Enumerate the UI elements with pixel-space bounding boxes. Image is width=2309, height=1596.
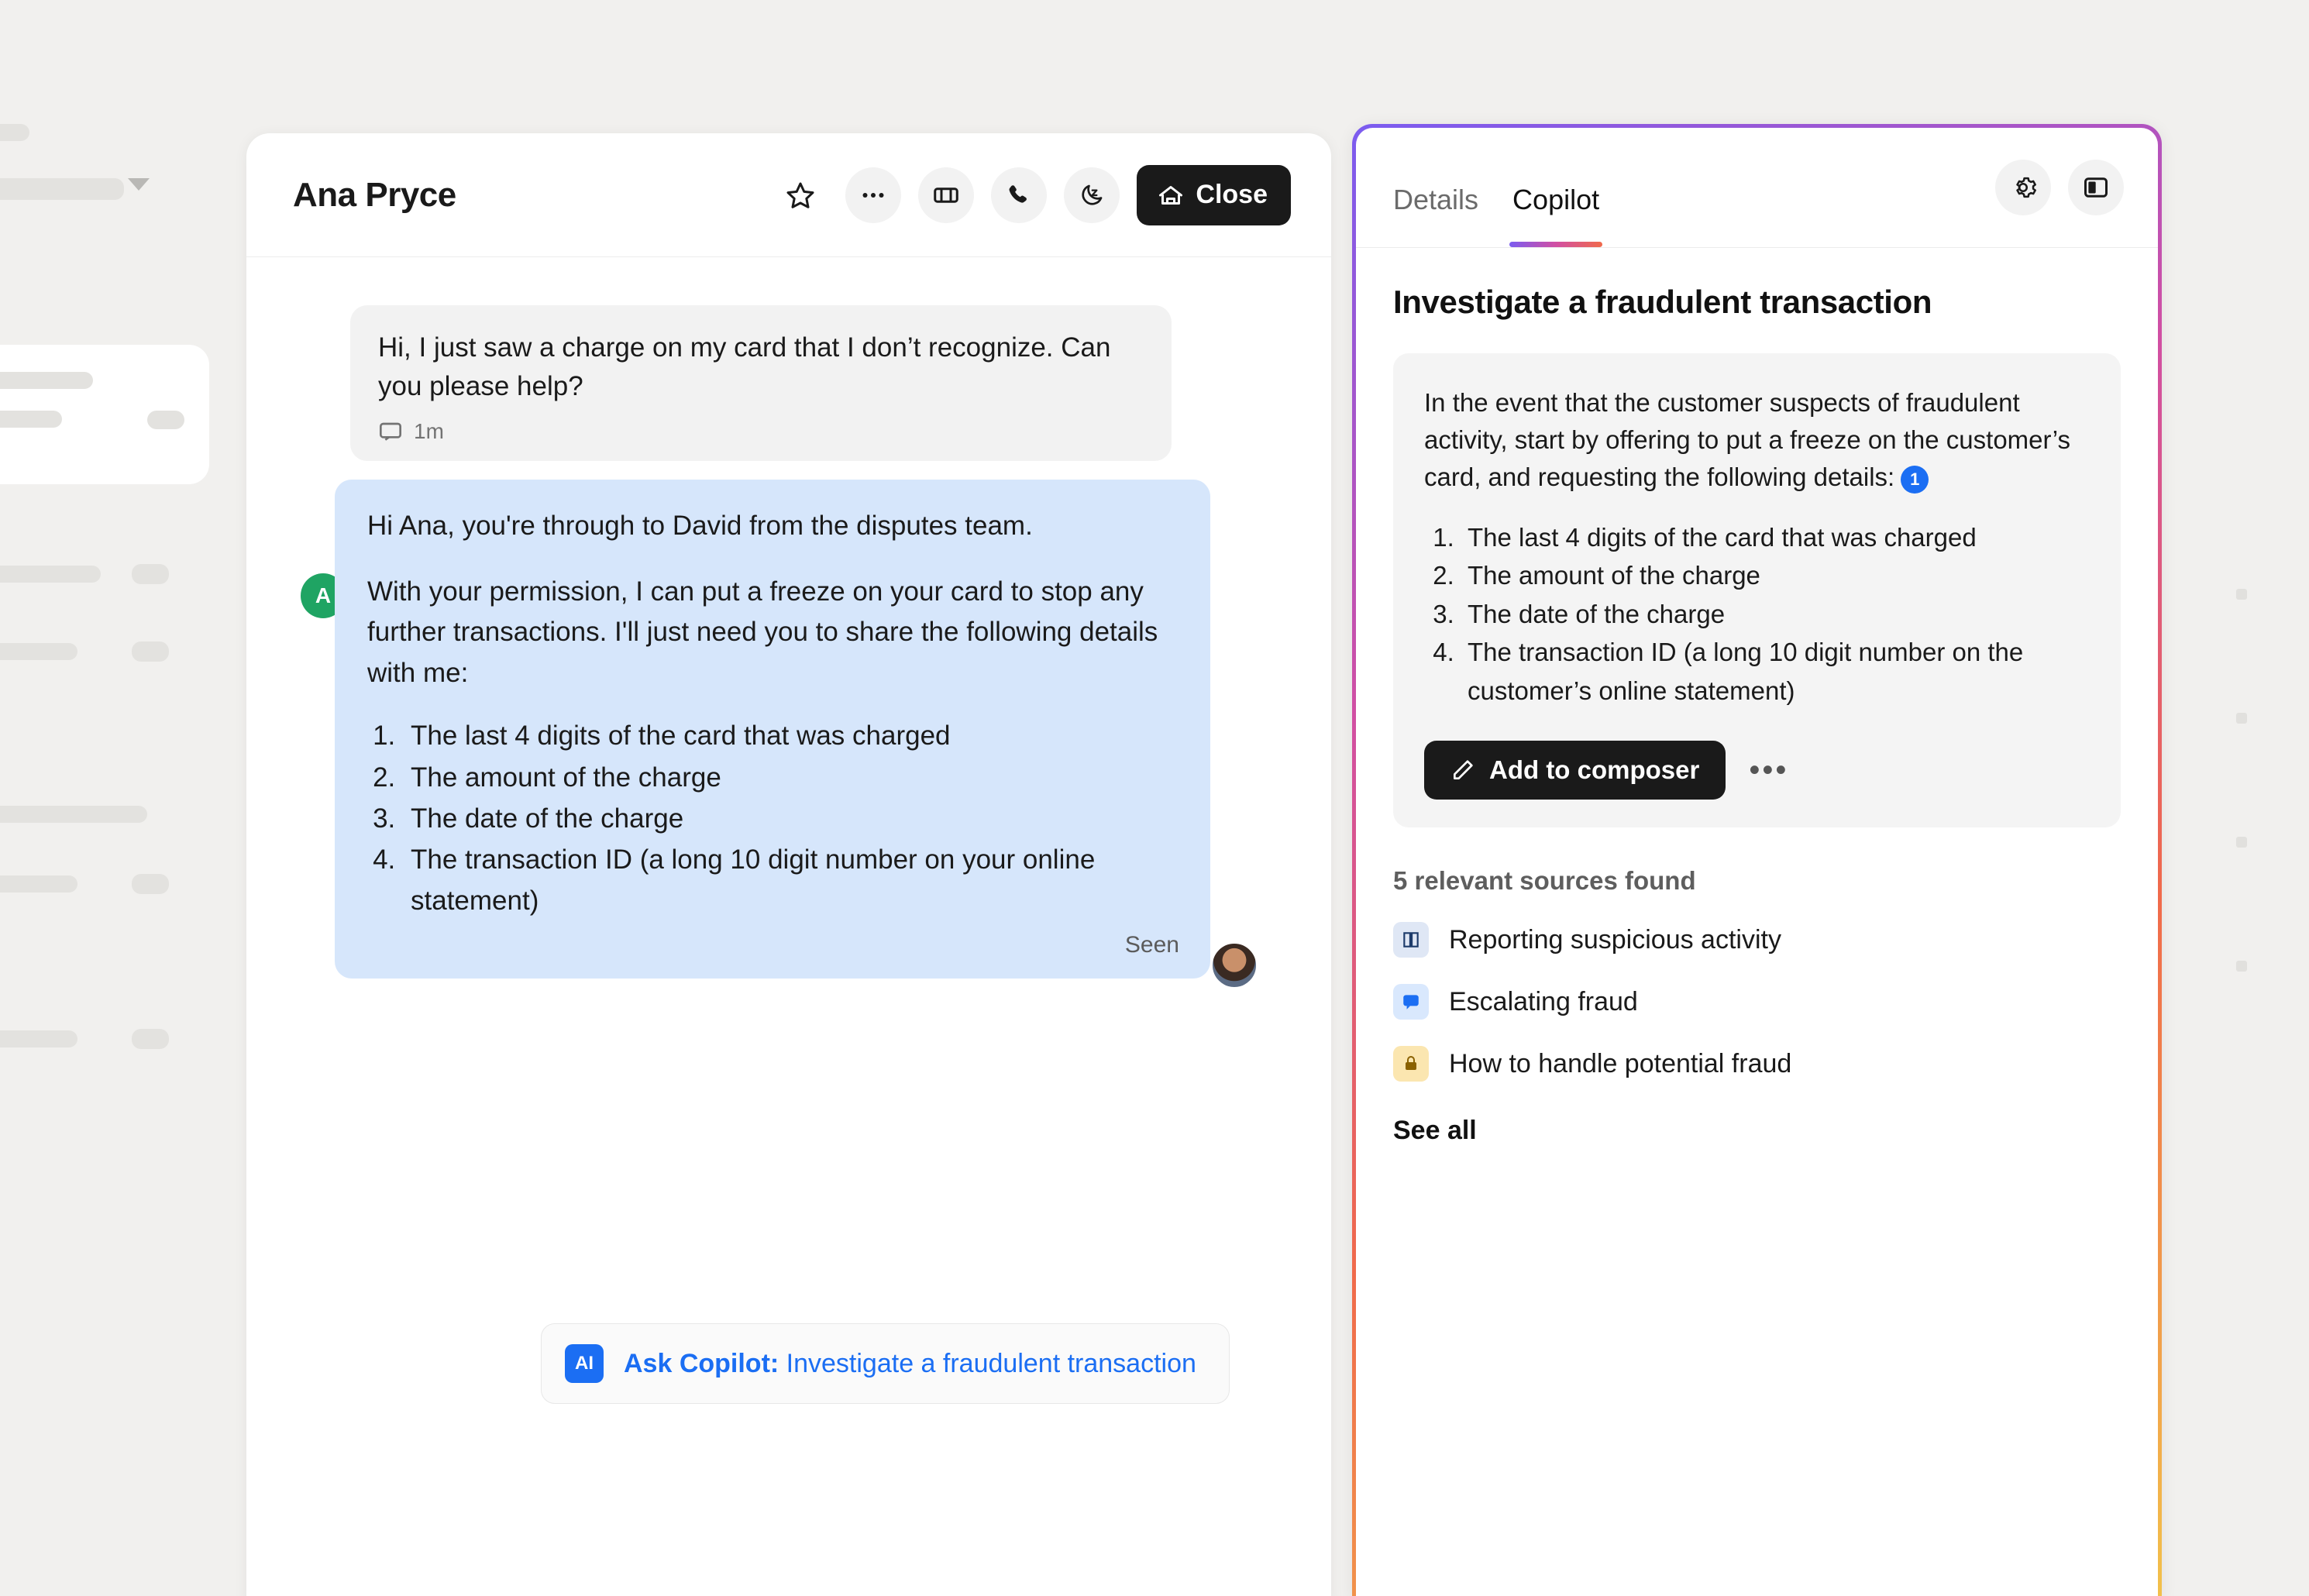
citation-badge[interactable]: 1: [1901, 466, 1929, 494]
close-button[interactable]: [1137, 165, 1291, 225]
skeleton-dot: [2236, 589, 2247, 600]
suggestion-prefix: Ask Copilot:: [624, 1348, 779, 1378]
copilot-answer-card: [1393, 353, 2121, 827]
list-item: 3. The date of the charge: [403, 798, 1179, 839]
skeleton-pill: [132, 564, 169, 584]
skeleton-line: [0, 566, 101, 583]
lock-icon: [1393, 1046, 1429, 1082]
skeleton-pill: [147, 411, 184, 429]
conversation-panel: [246, 133, 1331, 1596]
list-item: 1. The last 4 digits of the card that was charged: [1461, 518, 2090, 557]
add-to-composer-label: Add to composer: [1489, 755, 1700, 785]
suggestion-text: [624, 1349, 1196, 1379]
skeleton-line: [0, 411, 62, 428]
avatar: A: [301, 573, 346, 618]
chat-icon: [1393, 984, 1429, 1020]
conversation-actions: [773, 165, 1291, 225]
page-title: Ana Pryce: [293, 175, 456, 214]
message-meta: [378, 419, 1144, 444]
copilot-card-actions: [1424, 741, 2090, 800]
ticket-icon[interactable]: [918, 167, 974, 223]
panel-toggle-icon[interactable]: [2068, 160, 2124, 215]
list-item: 4. The transaction ID (a long 10 digit number on the customer’s online statement): [1461, 633, 2090, 710]
right-edge-column: [2162, 124, 2309, 1596]
tab-details[interactable]: Details: [1393, 184, 1479, 215]
skeleton-line: [0, 178, 124, 200]
list-item: 1. The last 4 digits of the card that was charged: [403, 715, 1179, 756]
copilot-tabs: [1393, 128, 1599, 247]
skeleton-pill: [132, 874, 169, 894]
list-item[interactable]: [1393, 922, 2121, 958]
skeleton-line: [0, 643, 77, 660]
copilot-panel: [1356, 128, 2158, 1596]
skeleton-line: [0, 372, 93, 389]
pencil-icon: [1450, 758, 1475, 783]
close-button-label: Close: [1196, 180, 1268, 209]
more-icon[interactable]: [845, 167, 901, 223]
conversation-header: [246, 133, 1331, 257]
ai-badge: AI: [565, 1344, 604, 1383]
add-to-composer-button[interactable]: [1424, 741, 1726, 800]
list-item: 4. The transaction ID (a long 10 digit number on your online statement): [403, 839, 1179, 921]
inbox-list-background: [0, 132, 256, 1596]
copilot-header: [1356, 128, 2158, 248]
status-badge: Seen: [1124, 932, 1179, 958]
chat-icon: [378, 419, 403, 444]
book-icon: [1393, 922, 1429, 958]
ask-copilot-suggestion[interactable]: [541, 1323, 1230, 1404]
message-list: [403, 715, 1179, 921]
list-item[interactable]: [1393, 1046, 2121, 1082]
skeleton-line: [0, 806, 147, 823]
skeleton-line: [0, 875, 77, 893]
avatar: [1210, 941, 1258, 989]
chevron-down-icon: [128, 178, 150, 191]
skeleton-dot: [2236, 713, 2247, 724]
source-label: How to handle potential fraud: [1449, 1048, 1792, 1078]
message-paragraph: Hi Ana, you're through to David from the disputes team.: [367, 511, 1033, 542]
message-text: Hi, I just saw a charge on my card that I don’t recognize. Can you please help?: [378, 332, 1111, 401]
star-icon[interactable]: [773, 167, 828, 223]
copilot-answer-text: [1424, 384, 2090, 497]
list-item: 3. The date of the charge: [1461, 595, 2090, 634]
source-label: Reporting suspicious activity: [1449, 924, 1781, 955]
snooze-icon[interactable]: [1064, 167, 1120, 223]
skeleton-dot: [2236, 837, 2247, 848]
message-inbound: [301, 305, 1277, 461]
skeleton-line: [0, 1030, 77, 1047]
message-outbound: [335, 480, 1210, 979]
gear-icon[interactable]: [1995, 160, 2051, 215]
copilot-body: [1356, 248, 2158, 1146]
see-all-link[interactable]: See all: [1393, 1116, 1477, 1146]
skeleton-line: [0, 124, 29, 141]
copilot-answer-list: [1461, 518, 2090, 710]
phone-icon[interactable]: [991, 167, 1047, 223]
list-item[interactable]: [1393, 984, 2121, 1020]
skeleton-pill: [132, 1029, 169, 1049]
list-item: 2. The amount of the charge: [1461, 556, 2090, 595]
tab-copilot[interactable]: Copilot: [1512, 184, 1599, 247]
message-bubble: [350, 305, 1172, 461]
copilot-answer-title: Investigate a fraudulent transaction: [1393, 284, 1932, 320]
skeleton-dot: [2236, 961, 2247, 972]
copilot-answer-body: In the event that the customer suspects of fraudulent activity, start by offering to put a freeze on the customer’s card, and requesting the following details:: [1424, 388, 2070, 492]
more-icon[interactable]: •••: [1749, 752, 1789, 787]
copilot-header-actions: [1995, 160, 2124, 215]
source-label: Escalating fraud: [1449, 986, 1638, 1016]
copilot-panel-frame: [1352, 124, 2162, 1596]
skeleton-pill: [132, 641, 169, 662]
message-status-row: [367, 932, 1179, 958]
sources-title: 5 relevant sources found: [1393, 866, 1696, 896]
list-item: 2. The amount of the charge: [403, 757, 1179, 798]
message-time: 1m: [414, 419, 444, 444]
suggestion-query: Investigate a fraudulent transaction: [786, 1348, 1196, 1378]
message-paragraph: With your permission, I can put a freeze on your card to stop any further transactions. I'll just need you to share the following details with me:: [367, 576, 1158, 688]
message-thread: [246, 257, 1331, 1450]
